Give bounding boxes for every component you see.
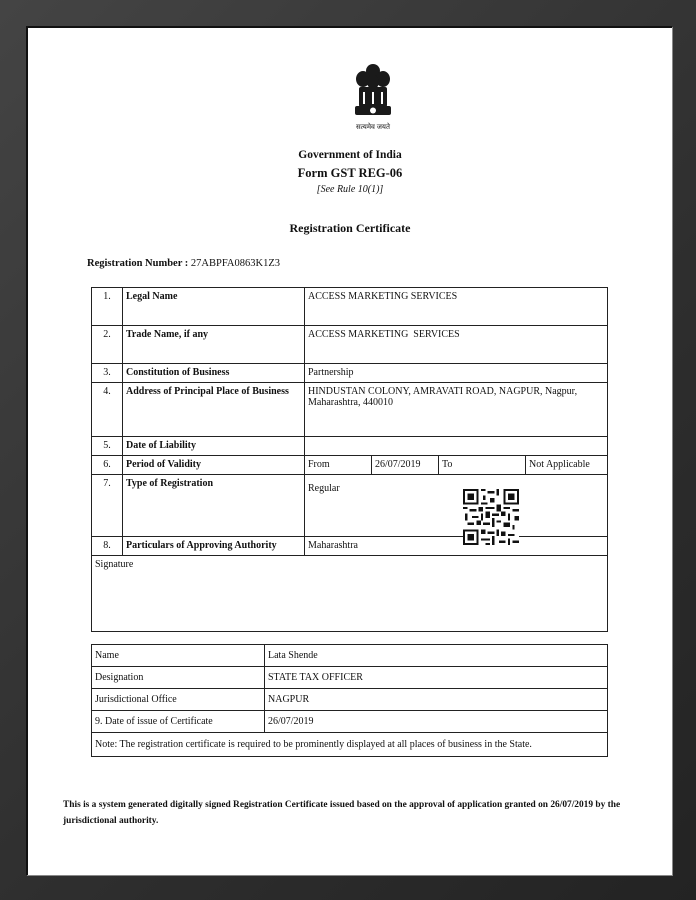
validity-from-label: From	[305, 456, 372, 475]
constitution-value: Partnership	[305, 364, 608, 383]
table-row	[92, 537, 608, 556]
registration-number	[87, 258, 280, 269]
row-label: Date of Liability	[123, 437, 305, 456]
trade-name-value: ACCESS MARKETING SERVICES	[305, 326, 608, 364]
date-of-liability-value	[305, 437, 608, 456]
row-label: Trade Name, if any	[123, 326, 305, 364]
row-number: 8.	[92, 537, 123, 556]
approving-authority-value: Maharashtra	[305, 537, 608, 556]
issue-date-label: 9. Date of issue of Certificate	[92, 711, 265, 733]
row-number: 5.	[92, 437, 123, 456]
designation-label: Designation	[92, 667, 265, 689]
table-row	[92, 645, 608, 667]
table-row	[92, 288, 608, 326]
ashoka-emblem-icon	[350, 62, 396, 120]
address-value: HINDUSTAN COLONY, AMRAVATI ROAD, NAGPUR, Nagpur, Maharashtra, 440010	[305, 383, 608, 437]
jurisdictional-office-value: NAGPUR	[265, 689, 608, 711]
signatory-name-label: Name	[92, 645, 265, 667]
form-heading: Form GST REG-06	[297, 166, 403, 180]
jurisdictional-office-label: Jurisdictional Office	[92, 689, 265, 711]
issue-date-value: 26/07/2019	[265, 711, 608, 733]
emblem-motto: सत्यमेव जयते	[356, 123, 390, 131]
rule-reference: [See Rule 10(1)]	[316, 184, 384, 195]
row-label: Period of Validity	[123, 456, 305, 475]
table-row	[92, 689, 608, 711]
row-number: 7.	[92, 475, 123, 537]
system-generated-footer: This is a system generated digitally signed Registration Certificate issued based on the approval of application granted on 26/07/2019 by the jurisdictional authority.	[63, 800, 621, 826]
row-label: Address of Principal Place of Business	[123, 383, 305, 437]
certificate-details-table	[91, 287, 608, 632]
government-heading: Government of India	[298, 149, 402, 161]
certificate-page	[26, 26, 672, 875]
certificate-title: Registration Certificate	[289, 221, 411, 235]
row-label: Particulars of Approving Authority	[123, 537, 305, 556]
table-row	[92, 475, 608, 537]
row-label: Type of Registration	[123, 475, 305, 537]
row-number: 1.	[92, 288, 123, 326]
validity-to-value: Not Applicable	[526, 456, 608, 475]
row-number: 6.	[92, 456, 123, 475]
signatory-name-value: Lata Shende	[265, 645, 608, 667]
signature-label: Signature	[92, 556, 608, 632]
signature-row	[92, 556, 608, 632]
validity-to-label: To	[439, 456, 526, 475]
table-row	[92, 383, 608, 437]
registration-number-label: Registration Number :	[87, 258, 189, 269]
row-number: 2.	[92, 326, 123, 364]
designation-value: STATE TAX OFFICER	[265, 667, 608, 689]
table-row	[92, 733, 608, 757]
table-row	[92, 364, 608, 383]
table-row	[92, 667, 608, 689]
row-label: Legal Name	[123, 288, 305, 326]
legal-name-value: ACCESS MARKETING SERVICES	[305, 288, 608, 326]
table-row	[92, 326, 608, 364]
registration-number-value: 27ABPFA0863K1Z3	[190, 258, 280, 269]
display-note: Note: The registration certificate is required to be prominently displayed at all places of business in the State.	[92, 733, 608, 757]
row-label: Constitution of Business	[123, 364, 305, 383]
table-row	[92, 456, 608, 475]
row-number: 4.	[92, 383, 123, 437]
registration-type-text: Regular	[308, 483, 340, 494]
qr-code-icon	[463, 489, 519, 545]
table-row	[92, 437, 608, 456]
registration-type-value	[305, 475, 608, 537]
signatory-table	[91, 644, 608, 757]
row-number: 3.	[92, 364, 123, 383]
validity-from-value: 26/07/2019	[372, 456, 439, 475]
table-row	[92, 711, 608, 733]
